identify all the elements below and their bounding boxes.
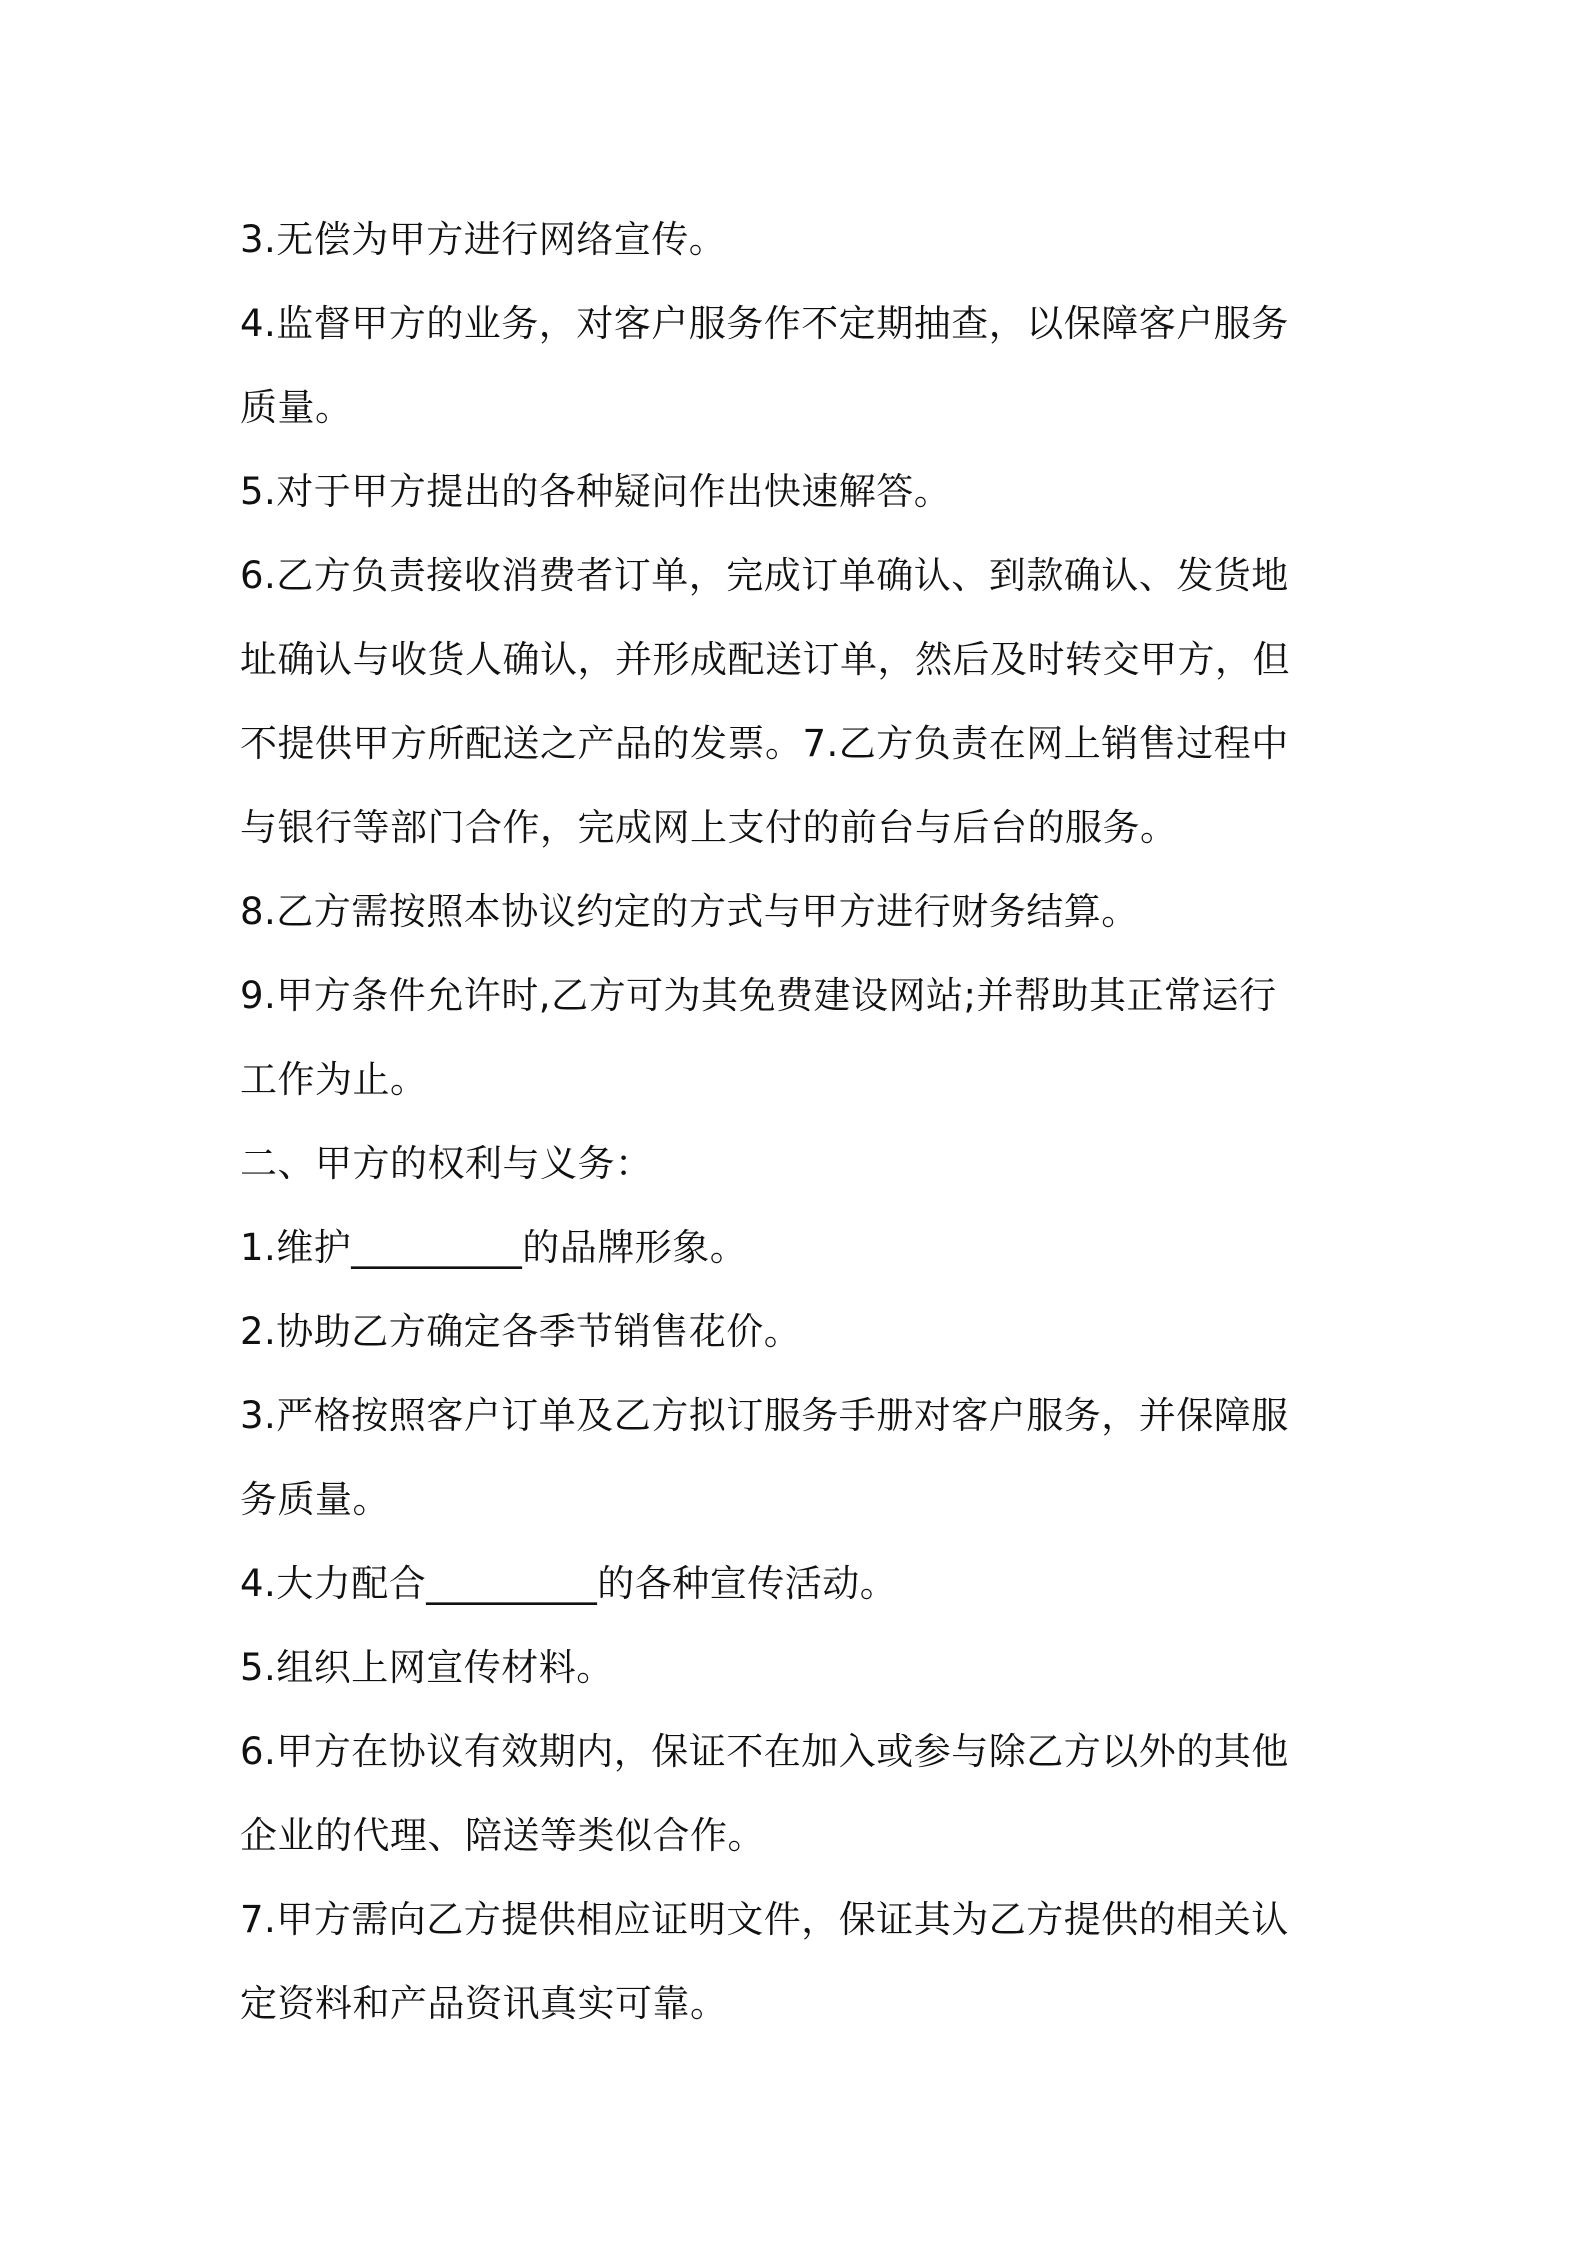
- text-line: 1.维护_________的品牌形象。: [240, 1226, 748, 1269]
- text-line: 二、甲方的权利与义务：: [240, 1142, 653, 1185]
- paragraph: [240, 1290, 1360, 1374]
- paragraph: [240, 1374, 1360, 1542]
- paragraph: [240, 282, 1360, 450]
- text-line: 与银行等部门合作，完成网上支付的前台与后台的服务。: [240, 806, 1178, 849]
- text-line: 不提供甲方所配送之产品的发票。7.乙方负责在网上销售过程中: [240, 722, 1289, 765]
- text-line: 7.甲方需向乙方提供相应证明文件，保证其为乙方提供的相关认: [240, 1898, 1289, 1941]
- text-line: 址确认与收货人确认，并形成配送订单，然后及时转交甲方，但: [240, 638, 1290, 681]
- text-line: 企业的代理、陪送等类似合作。: [240, 1814, 765, 1857]
- text-line: 2.协助乙方确定各季节销售花价。: [240, 1310, 802, 1353]
- text-line: 工作为止。: [240, 1058, 428, 1101]
- paragraph: [240, 198, 1360, 282]
- text-line: 质量。: [240, 386, 353, 429]
- paragraph: [240, 870, 1360, 954]
- text-line: 4.监督甲方的业务，对客户服务作不定期抽查，以保障客户服务: [240, 302, 1289, 345]
- text-line: 5.对于甲方提出的各种疑问作出快速解答。: [240, 470, 952, 513]
- text-line: 3.严格按照客户订单及乙方拟订服务手册对客户服务，并保障服: [240, 1394, 1289, 1437]
- text-line: 8.乙方需按照本协议约定的方式与甲方进行财务结算。: [240, 890, 1139, 933]
- text-line: 5.组织上网宣传材料。: [240, 1646, 614, 1689]
- paragraph: [240, 954, 1360, 1122]
- text-line: 6.乙方负责接收消费者订单，完成订单确认、到款确认、发货地: [240, 554, 1289, 597]
- paragraph: [240, 1626, 1360, 1710]
- paragraph: [240, 1710, 1360, 1878]
- document-body: [240, 198, 1360, 2046]
- document-page: [240, 198, 1360, 2046]
- paragraph: [240, 450, 1360, 534]
- paragraph: [240, 1206, 1360, 1290]
- text-line: 3.无偿为甲方进行网络宣传。: [240, 218, 727, 261]
- text-line: 务质量。: [240, 1478, 390, 1521]
- text-line: 4.大力配合_________的各种宣传活动。: [240, 1562, 898, 1605]
- paragraph: [240, 1122, 1360, 1206]
- text-line: 定资料和产品资讯真实可靠。: [240, 1982, 728, 2025]
- paragraph: [240, 1878, 1360, 2046]
- paragraph: [240, 1542, 1360, 1626]
- text-line: 9.甲方条件允许时,乙方可为其免费建设网站;并帮助其正常运行: [240, 974, 1277, 1017]
- paragraph: [240, 534, 1360, 870]
- text-line: 6.甲方在协议有效期内，保证不在加入或参与除乙方以外的其他: [240, 1730, 1289, 1773]
